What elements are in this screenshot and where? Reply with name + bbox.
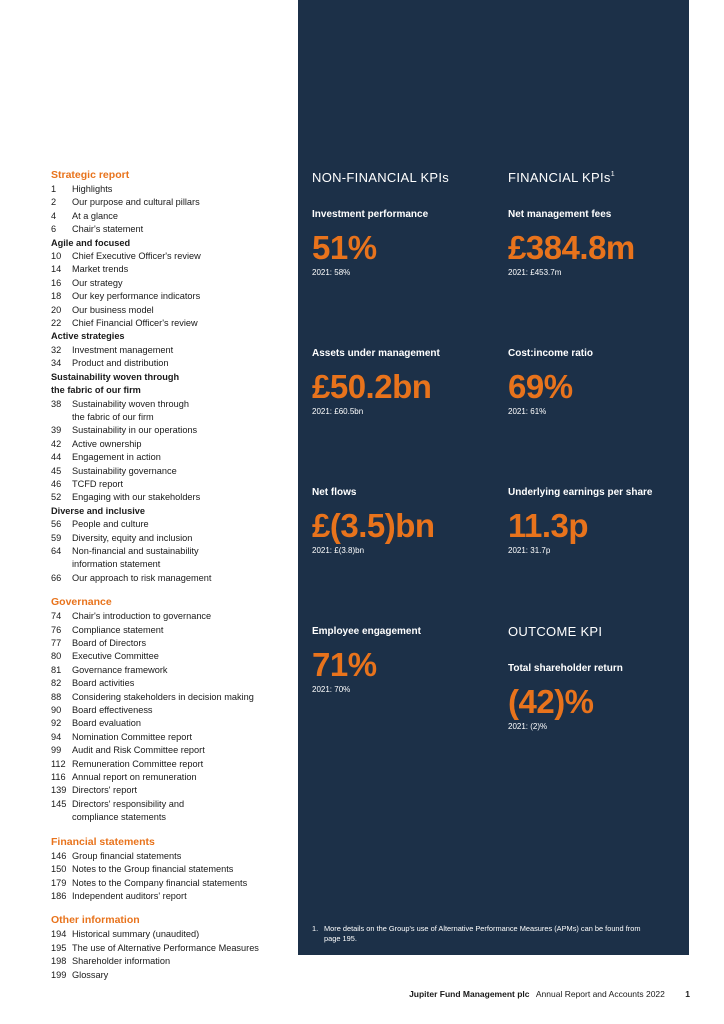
- toc-entry-label: [72, 877, 291, 890]
- toc-entry-line: Governance framework: [72, 664, 168, 675]
- toc-entry[interactable]: [51, 532, 291, 545]
- toc-page-number: 199: [51, 969, 67, 980]
- toc-entry-line: Notes to the Company financial statements: [72, 877, 248, 888]
- toc-entry-line: the fabric of our firm: [72, 411, 154, 422]
- toc-page-number: 77: [51, 638, 62, 648]
- toc-entry-label: [72, 250, 291, 263]
- kpi-assets-under-management: [312, 347, 492, 418]
- toc-page-number: 38: [51, 398, 62, 409]
- toc-page-number: 32: [51, 344, 62, 355]
- toc-section-title[interactable]: Strategic report: [51, 169, 130, 181]
- toc-entry[interactable]: [51, 877, 291, 890]
- toc-entry-label: [72, 277, 291, 290]
- toc-page-number: 4: [51, 210, 57, 221]
- kpi-value: £50.2bn: [312, 368, 432, 405]
- report-title: Annual Report and Accounts 2022: [535, 989, 665, 999]
- toc-page-number: 80: [51, 651, 62, 662]
- financial-kpis-heading: [508, 170, 615, 185]
- kpi-title: Employee engagement: [312, 626, 421, 637]
- toc-entry-line: Directors' responsibility and: [72, 798, 185, 809]
- toc-entry-label: [72, 518, 291, 531]
- toc-entry[interactable]: [51, 691, 291, 704]
- toc-page-number: 6: [51, 224, 57, 235]
- toc-entry-label: [72, 398, 291, 425]
- toc-page-number: 198: [51, 956, 67, 967]
- toc-entry-label: [72, 290, 291, 303]
- toc-page-number: 34: [51, 358, 62, 369]
- toc-entry[interactable]: [51, 610, 291, 623]
- toc-section: [51, 168, 291, 585]
- toc-entry[interactable]: [51, 731, 291, 744]
- toc-page-number: 39: [51, 425, 62, 436]
- toc-entry-label: [72, 744, 291, 757]
- toc-entry-line: At a glance: [72, 210, 118, 221]
- toc-page-number: 146: [51, 850, 67, 861]
- page-footer: [409, 989, 690, 999]
- toc-entry[interactable]: [51, 704, 291, 717]
- toc-entry[interactable]: [51, 263, 291, 276]
- kpi-employee-engagement: [312, 625, 492, 696]
- kpi-prior-year: 2021: £60.5bn: [312, 407, 364, 416]
- toc-entry-label: [72, 664, 291, 677]
- toc-entry[interactable]: [51, 465, 291, 478]
- toc-section: [51, 835, 291, 904]
- toc-entry-line: Investment management: [72, 344, 174, 355]
- toc-entry-label: [72, 731, 291, 744]
- toc-entry-line: Annual report on remuneration: [72, 772, 197, 783]
- toc-entry-label: [72, 890, 291, 903]
- toc-subheading[interactable]: Diverse and inclusive: [51, 505, 145, 516]
- page-number: 1: [685, 989, 690, 999]
- toc-entry-label: [72, 717, 291, 730]
- toc-entry-line: Nomination Committee report: [72, 731, 192, 742]
- toc-page-number: 82: [51, 678, 62, 689]
- kpi-net-flows: [312, 486, 492, 557]
- kpi-value: £384.8m: [508, 229, 635, 266]
- toc-section-title[interactable]: Other information: [51, 914, 140, 927]
- toc-entry-label: [72, 545, 291, 572]
- toc-entry-line: Audit and Risk Committee report: [72, 745, 205, 756]
- toc-entry[interactable]: [51, 438, 291, 451]
- toc-entry-label: [72, 572, 291, 585]
- toc-page-number: 76: [51, 624, 62, 635]
- toc-page-number: 44: [51, 452, 62, 463]
- toc-section-title[interactable]: Governance: [51, 596, 112, 609]
- toc-page-number: 18: [51, 291, 62, 302]
- toc-entry[interactable]: [51, 863, 291, 876]
- toc-entry[interactable]: [51, 451, 291, 464]
- toc-page-number: 112: [51, 758, 66, 769]
- toc-page-number: 45: [51, 465, 62, 476]
- toc-entry-line: Chair's statement: [72, 224, 144, 235]
- non-financial-kpis-heading: [312, 170, 449, 185]
- kpi-value: £(3.5)bn: [312, 507, 435, 544]
- footnote-marker: 1: [610, 171, 615, 178]
- kpi-net-management-fees: [508, 208, 688, 279]
- toc-entry[interactable]: [51, 650, 291, 663]
- footnote-number: 1.: [312, 924, 319, 933]
- toc-page-number: 22: [51, 318, 62, 329]
- kpi-value: (42)%: [508, 683, 594, 720]
- toc-page-number: 46: [51, 478, 62, 489]
- toc-section: [51, 913, 291, 982]
- toc-entry-line: Our strategy: [72, 277, 123, 288]
- toc-entry-line: Group financial statements: [72, 850, 182, 861]
- toc-entry[interactable]: [51, 850, 291, 863]
- toc-entry-line: Glossary: [72, 969, 109, 980]
- toc-entry-label: [72, 758, 291, 771]
- toc-entry-line: Our key performance indicators: [72, 291, 201, 302]
- toc-entry-label: [72, 928, 291, 941]
- toc-entry[interactable]: [51, 398, 291, 425]
- kpi-title: Cost:income ratio: [508, 348, 594, 359]
- toc-entry-line: Board activities: [72, 678, 135, 689]
- toc-entry[interactable]: [51, 223, 291, 236]
- toc-entry[interactable]: [51, 758, 291, 771]
- toc-entry-label: [72, 784, 291, 797]
- toc-entry[interactable]: [51, 277, 291, 290]
- toc-entry-line: Chief Financial Officer's review: [72, 318, 198, 329]
- toc-entry[interactable]: [51, 491, 291, 504]
- toc-page-number: 179: [51, 877, 67, 888]
- toc-entry-label: [72, 263, 291, 276]
- toc-entry[interactable]: [51, 717, 291, 730]
- outcome-kpi-heading-text: OUTCOME KPI: [508, 624, 603, 639]
- toc-entry-line: People and culture: [72, 519, 149, 530]
- toc-entry[interactable]: [51, 744, 291, 757]
- toc-entry-line: Directors' report: [72, 785, 138, 796]
- toc-page-number: 145: [51, 798, 67, 809]
- toc-entry-label: [72, 624, 291, 637]
- toc-entry-label: [72, 478, 291, 491]
- toc-page-number: 14: [51, 264, 62, 275]
- footnote: [312, 924, 642, 944]
- toc-entry-line: Product and distribution: [72, 358, 169, 369]
- toc-page-number: 150: [51, 864, 67, 875]
- toc-entry-label: [72, 424, 291, 437]
- toc-entry-label: [72, 650, 291, 663]
- toc-entry-line: Board effectiveness: [72, 705, 153, 716]
- kpi-total-shareholder-return: [508, 662, 688, 733]
- toc-entry-label: [72, 704, 291, 717]
- toc-page-number: 74: [51, 611, 62, 622]
- toc-entry-label: [72, 451, 291, 464]
- toc-entry-line: Our business model: [72, 304, 154, 315]
- toc-entry-label: [72, 357, 291, 370]
- toc-page-number: 66: [51, 572, 62, 583]
- toc-entry-line: Notes to the Group financial statements: [72, 864, 234, 875]
- toc-entry-label: [72, 183, 291, 196]
- toc-entry-line: Sustainability governance: [72, 465, 177, 476]
- toc-entry[interactable]: [51, 357, 291, 370]
- toc-entry[interactable]: [51, 424, 291, 437]
- toc-entry[interactable]: [51, 518, 291, 531]
- toc-entry-line: information statement: [72, 559, 161, 570]
- kpi-panel: [298, 0, 689, 955]
- toc-entry-label: [72, 304, 291, 317]
- toc-page-number: 20: [51, 304, 62, 315]
- toc-entry-line: Sustainability in our operations: [72, 425, 198, 436]
- toc-entry-line: Sustainability woven through: [72, 398, 189, 409]
- toc-entry-label: [72, 317, 291, 330]
- toc-entry-label: [72, 196, 291, 209]
- kpi-prior-year: 2021: 31.7p: [508, 546, 551, 555]
- toc-entry[interactable]: [51, 637, 291, 650]
- toc-page-number: 139: [51, 785, 67, 796]
- toc-entry-label: [72, 438, 291, 451]
- toc-subheading[interactable]: Active strategies: [51, 331, 125, 342]
- toc-entry-label: [72, 942, 291, 955]
- toc-entry-label: [72, 798, 291, 825]
- kpi-investment-performance: [312, 208, 492, 279]
- toc-section-title[interactable]: Financial statements: [51, 835, 155, 848]
- toc-entry-label: [72, 610, 291, 623]
- kpi-prior-year: 2021: (2)%: [508, 722, 548, 731]
- toc-entry-line: Board of Directors: [72, 638, 147, 648]
- table-of-contents: [51, 168, 291, 992]
- toc-entry[interactable]: [51, 344, 291, 357]
- toc-entry-label: [72, 637, 291, 650]
- toc-entry-line: Active ownership: [72, 438, 142, 449]
- toc-entry-line: Shareholder information: [72, 956, 171, 967]
- toc-entry-label: [72, 532, 291, 545]
- kpi-value: 51%: [312, 229, 377, 266]
- toc-entry[interactable]: [51, 317, 291, 330]
- financial-kpis-heading-text: FINANCIAL KPIs: [508, 170, 611, 185]
- toc-entry[interactable]: [51, 572, 291, 585]
- toc-entry-label: [72, 955, 291, 968]
- toc-entry-label: [72, 210, 291, 223]
- company-name: Jupiter Fund Management plc: [409, 989, 530, 999]
- toc-page-number: 56: [51, 519, 62, 530]
- toc-entry-line: Our purpose and cultural pillars: [72, 197, 200, 208]
- toc-entry-line: compliance statements: [72, 812, 166, 823]
- toc-entry-line: Remuneration Committee report: [72, 758, 204, 769]
- non-financial-kpis-heading-text: NON-FINANCIAL KPIs: [312, 170, 450, 185]
- toc-page-number: 52: [51, 492, 62, 503]
- toc-entry[interactable]: [51, 210, 291, 223]
- toc-entry-label: [72, 344, 291, 357]
- toc-entry[interactable]: [51, 942, 291, 955]
- toc-entry-line: Executive Committee: [72, 651, 159, 662]
- toc-page-number: 81: [51, 664, 62, 675]
- toc-page-number: 10: [51, 251, 62, 262]
- toc-entry-line: Engaging with our stakeholders: [72, 492, 201, 503]
- toc-entry-line: Our approach to risk management: [72, 572, 212, 583]
- kpi-prior-year: 2021: 61%: [508, 407, 547, 416]
- toc-entry[interactable]: [51, 250, 291, 263]
- toc-entry-line: Considering stakeholders in decision making: [72, 691, 254, 702]
- toc-entry-line: Board evaluation: [72, 718, 141, 729]
- toc-subheading[interactable]: Agile and focused: [51, 237, 131, 248]
- kpi-title: Total shareholder return: [508, 663, 623, 674]
- kpi-title: Net management fees: [508, 209, 612, 220]
- toc-entry-line: Highlights: [72, 184, 113, 194]
- toc-entry-label: [72, 850, 291, 863]
- toc-entry-label: [72, 491, 291, 504]
- toc-page-number: 42: [51, 438, 62, 449]
- kpi-prior-year: 2021: 70%: [312, 685, 351, 694]
- toc-entry-label: [72, 969, 291, 982]
- toc-page-number: 88: [51, 691, 62, 702]
- toc-entry-line: Historical summary (unaudited): [72, 929, 200, 940]
- toc-entry[interactable]: [51, 969, 291, 982]
- toc-page-number: 194: [51, 929, 67, 940]
- toc-entry[interactable]: [51, 196, 291, 209]
- toc-page-number: 195: [51, 942, 67, 953]
- kpi-value: 71%: [312, 646, 377, 683]
- kpi-prior-year: 2021: £453.7m: [508, 268, 562, 277]
- toc-entry-line: Chair's introduction to governance: [72, 611, 212, 622]
- kpi-value: 11.3p: [508, 507, 589, 544]
- toc-entry[interactable]: [51, 798, 291, 825]
- toc-page-number: 99: [51, 745, 62, 756]
- toc-entry[interactable]: [51, 890, 291, 903]
- toc-subheading[interactable]: Sustainability woven through the fabric of our firm: [51, 371, 180, 396]
- toc-entry[interactable]: [51, 290, 291, 303]
- toc-page-number: 92: [51, 718, 62, 729]
- toc-page-number: 186: [51, 890, 67, 901]
- kpi-title: Underlying earnings per share: [508, 487, 653, 498]
- toc-entry-line: Chief Executive Officer's review: [72, 251, 201, 262]
- toc-entry[interactable]: [51, 771, 291, 784]
- toc-page-number: 2: [51, 197, 57, 208]
- kpi-title: Net flows: [312, 487, 357, 498]
- toc-entry-line: Non-financial and sustainability: [72, 545, 199, 556]
- toc-page-number: 94: [51, 731, 62, 742]
- toc-entry[interactable]: [51, 624, 291, 637]
- outcome-kpi-heading: [508, 624, 602, 639]
- kpi-prior-year: 2021: £(3.8)bn: [312, 546, 365, 555]
- toc-entry[interactable]: [51, 928, 291, 941]
- toc-entry-line: Market trends: [72, 264, 129, 275]
- kpi-title: Investment performance: [312, 209, 429, 220]
- kpi-underlying-eps: [508, 486, 688, 557]
- toc-entry-line: Compliance statement: [72, 624, 164, 635]
- kpi-title: Assets under management: [312, 348, 440, 359]
- toc-entry[interactable]: [51, 677, 291, 690]
- kpi-value: 69%: [508, 368, 573, 405]
- toc-entry-line: The use of Alternative Performance Measures: [72, 942, 259, 953]
- toc-entry-label: [72, 677, 291, 690]
- toc-page-number: 90: [51, 705, 62, 716]
- toc-page-number: 16: [51, 277, 62, 288]
- toc-entry-label: [72, 863, 291, 876]
- toc-entry[interactable]: [51, 478, 291, 491]
- toc-entry-line: Diversity, equity and inclusion: [72, 532, 193, 543]
- toc-entry-label: [72, 691, 291, 704]
- toc-entry-label: [72, 465, 291, 478]
- toc-entry[interactable]: [51, 784, 291, 797]
- toc-section: [51, 595, 291, 825]
- toc-entry-label: [72, 771, 291, 784]
- kpi-cost-income-ratio: [508, 347, 688, 418]
- toc-entry-line: Independent auditors' report: [72, 890, 187, 901]
- toc-entry[interactable]: [51, 955, 291, 968]
- toc-entry-line: TCFD report: [72, 478, 124, 489]
- kpi-prior-year: 2021: 58%: [312, 268, 351, 277]
- toc-page-number: 64: [51, 545, 62, 556]
- toc-entry[interactable]: [51, 304, 291, 317]
- toc-page-number: 1: [51, 184, 57, 194]
- toc-page-number: 116: [51, 772, 66, 783]
- toc-entry[interactable]: [51, 545, 291, 572]
- toc-entry-label: [72, 223, 291, 236]
- toc-entry-line: Engagement in action: [72, 452, 161, 463]
- toc-entry[interactable]: [51, 664, 291, 677]
- toc-page-number: 59: [51, 532, 62, 543]
- footnote-text: More details on the Group's use of Alternative Performance Measures (APMs) can be found from page 195.: [324, 924, 641, 943]
- toc-entry[interactable]: [51, 183, 291, 196]
